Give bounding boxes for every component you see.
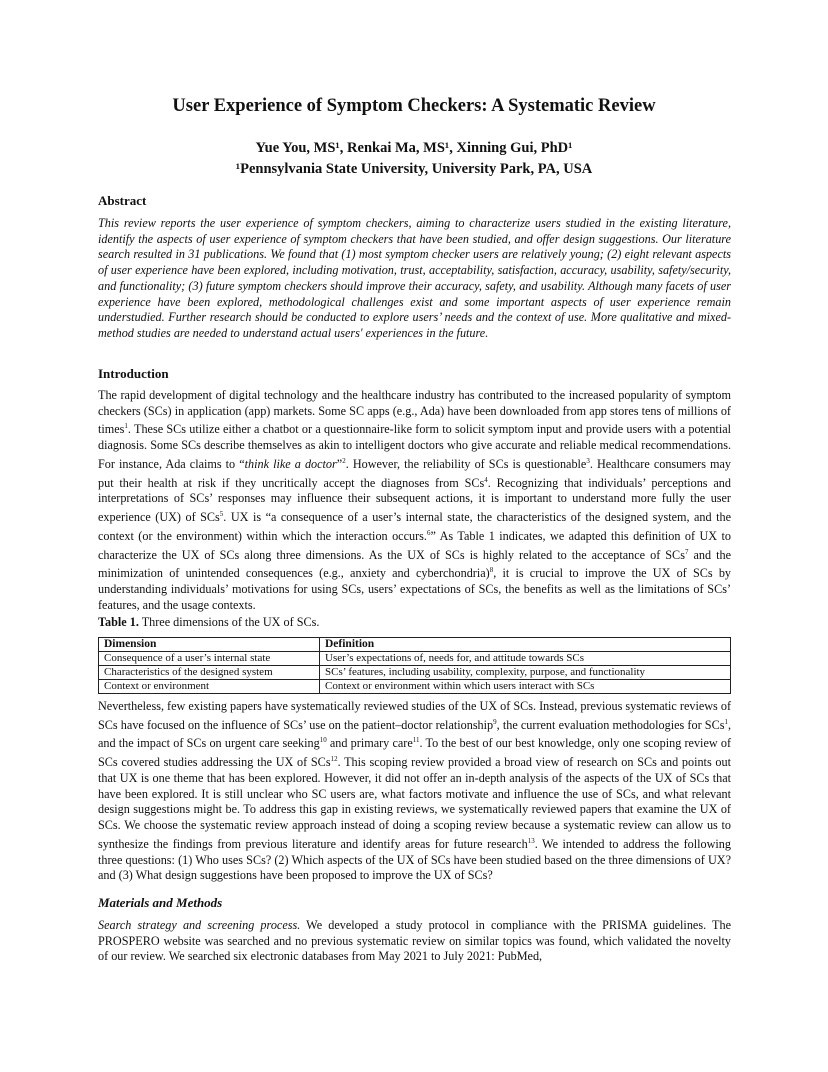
- table-label: Table 1.: [98, 615, 139, 629]
- quote-text: think like a doctor: [244, 456, 337, 471]
- table-cell: SCs’ features, including usability, complexity, purpose, and functionality: [320, 666, 731, 680]
- citation-ref: 7: [684, 547, 689, 556]
- citation-ref: 13: [527, 836, 535, 845]
- author-affiliation: ¹Pennsylvania State University, University Park, PA, USA: [235, 161, 593, 177]
- table-header-row: [99, 638, 731, 652]
- author-block: [0, 138, 828, 180]
- paper-title: User Experience of Symptom Checkers: A Systematic Review: [172, 96, 656, 116]
- citation-ref: 12: [330, 755, 338, 764]
- citation-ref: 2: [342, 456, 346, 465]
- citation-ref: 6: [426, 528, 431, 537]
- ux-dimensions-table: [98, 637, 731, 694]
- table-cell: Context or environment: [99, 680, 320, 694]
- table-header-dimension: Dimension: [99, 638, 320, 652]
- table-cell: Consequence of a user’s internal state: [99, 652, 320, 666]
- citation-ref: 10: [319, 736, 327, 745]
- table-caption: Table 1. Three dimensions of the UX of SCs.: [98, 615, 320, 629]
- table-cell: Characteristics of the designed system: [99, 666, 320, 680]
- methods-heading: Materials and Methods: [98, 895, 223, 910]
- table-cell: Context or environment within which users interact with SCs: [320, 680, 731, 694]
- table-row: [99, 652, 731, 666]
- citation-ref: 4: [484, 475, 488, 484]
- citation-ref: 8: [489, 566, 494, 575]
- table-row: [99, 666, 731, 680]
- methods-lead-in: Search strategy and screening process.: [98, 918, 301, 932]
- citation-ref: 3: [586, 456, 590, 465]
- citation-ref: 9: [493, 717, 497, 726]
- table-cell: User’s expectations of, needs for, and attitude towards SCs: [320, 652, 731, 666]
- table-header-definition: Definition: [320, 638, 731, 652]
- introduction-paragraph-1: The rapid development of digital technology and the healthcare industry has contributed to the increased popularity of symptom checkers (SCs) in application (app) markets. Some SC apps (e.g., Ada) have been downloaded from app stores tens of millions of times$^1$. These SCs utilize either a chatbot or a questionnaire-like form to solicit symptom input and provide users with a potential diagnosis. Some SCs describe themselves as akin to intelligent doctors who give accurate and reliable medical recommendations. For instance, Ada claims to “think like a doctor”$^2$. However, the reliability of SCs is questionable$^3$. Healthcare consumers may put their health at risk if they uncritically accept the diagnoses from SCs$^4$. Recognizing that individuals’ perceptions and interpretations of SCs’ responses may influence their subsequent actions, it is important to understand more fully the user experience (UX) of SCs$^5$. UX is “a consequence of a user’s internal state, the characteristics of the designed system, and the context (or the environment) within which the interaction occurs.$^6$” As Table 1 indicates, we adapted this definition of UX to characterize the UX of SCs along three dimensions. As the UX of SCs is highly related to the acceptance of SCs$^7$ and the minimization of unintended consequences (e.g., anxiety and cyberchondria)$^8$, it is crucial to improve the UX of SCs by understanding individuals’ motivations for using SCs, users’ expectations of SCs, the benefits as well as the limitations of SCs’ features, and the usage contexts.: [98, 388, 732, 612]
- citation-ref: 1: [124, 422, 128, 431]
- introduction-heading: Introduction: [98, 366, 169, 381]
- citation-ref: 11: [412, 736, 420, 745]
- citation-ref: 1: [724, 717, 728, 726]
- methods-paragraph: Search strategy and screening process. We developed a study protocol in compliance with the PRISMA guidelines. The PROSPERO website was searched and no previous systematic review on similar topics was found, which validated the novelty of our review. We searched six electronic databases from May 2021 to July 2021: PubMed,: [98, 918, 731, 964]
- citation-ref: 5: [219, 510, 224, 519]
- table-row: [99, 680, 731, 694]
- abstract-text: This review reports the user experience of symptom checkers, aiming to characterize users studied in the existing literature, identify the aspects of user experience of symptom checkers that have been studied, and offer design suggestions. Our literature search resulted in 31 publications. We found that (1) most symptom checker users are relatively young; (2) eight relevant aspects of user experience have been explored, including motivation, trust, acceptability, satisfaction, accuracy, usability, safety/security, and functionality; (3) future symptom checkers should improve their accuracy, safety, and usability. Although many facets of user experience have been explored, methodological challenges exist and some important aspects of user experience remain understudied. Further research should be conducted to explore users’ needs and the context of use. More qualitative and mixed-method studies are needed to understand actual users' experiences in the future.: [98, 216, 731, 340]
- introduction-paragraph-2: Nevertheless, few existing papers have systematically reviewed studies of the UX of SCs. Instead, previous systematic reviews of SCs have focused on the influence of SCs’ use on the patient–doctor relationship$^9$, the current evaluation methodologies for SCs$^1$, and the impact of SCs on urgent care seeking$^{10}$ and primary care$^{11}$. To the best of our best knowledge, only one scoping review of SCs covered studies addressing the UX of SCs$^{12}$. This scoping review provided a broad view of research on SCs and points out that UX is one theme that has been explored. However, it did not offer an in-depth analysis of the aspects of the UX of SCs that have been explored. It is still unclear who SC users are, what factors motivate and influence the use of SCs, and what relevant design suggestions might be. To address this gap in existing reviews, we systematically reviewed papers that examine the UX of SCs. We choose the systematic review approach instead of doing a scoping review because a systematic review can allow us to synthesize the findings from previous literature and identify areas for future research$^{13}$. We intended to address the following three questions: (1) Who uses SCs? (2) Which aspects of the UX of SCs have been studied based on the three dimensions of UX? and (3) What design suggestions have been proposed to improve the UX of SCs?: [98, 699, 732, 883]
- abstract-heading: Abstract: [98, 193, 147, 208]
- author-list: Yue You, MS¹, Renkai Ma, MS¹, Xinning Gui, PhD¹: [255, 140, 573, 156]
